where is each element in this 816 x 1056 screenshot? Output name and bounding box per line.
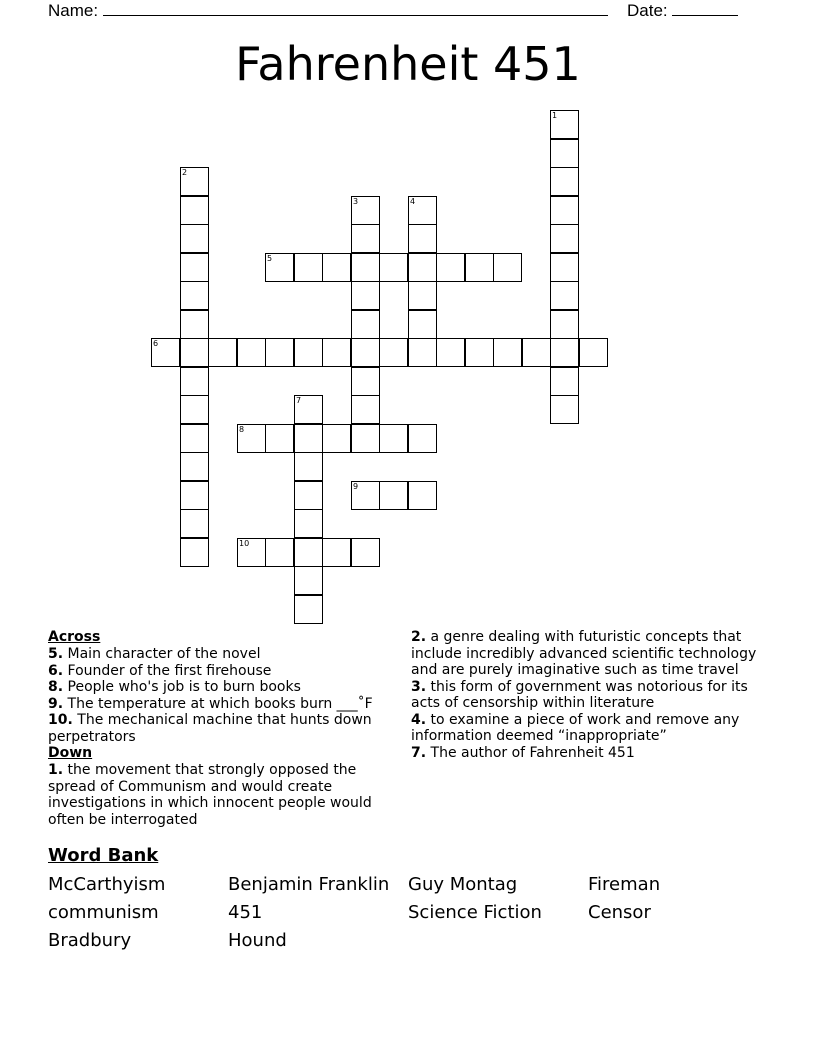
crossword-cell[interactable] <box>379 338 408 367</box>
crossword-cell[interactable] <box>550 367 579 396</box>
word-bank-item: Bradbury <box>48 930 132 951</box>
crossword-cell[interactable] <box>465 253 494 282</box>
clues-right <box>411 629 771 761</box>
clue-number: 10 <box>239 539 250 548</box>
crossword-cell[interactable] <box>408 253 437 282</box>
crossword-cell[interactable] <box>351 281 380 310</box>
crossword-cell[interactable] <box>294 538 323 567</box>
down-clue-7: 7. The author of Fahrenheit 451 <box>411 744 635 761</box>
crossword-cell[interactable] <box>294 566 323 595</box>
down-clue-3: 3. this form of government was notorious for its acts of censorship within literature <box>411 678 748 711</box>
crossword-cell[interactable] <box>493 253 522 282</box>
crossword-cell[interactable] <box>465 338 494 367</box>
crossword-cell[interactable] <box>408 338 437 367</box>
crossword-cell[interactable] <box>550 167 579 196</box>
crossword-cell[interactable] <box>322 538 351 567</box>
crossword-cell[interactable] <box>180 367 209 396</box>
clue-number: 9 <box>353 482 359 491</box>
crossword-cell[interactable] <box>180 196 209 225</box>
word-bank-title: Word Bank <box>48 845 159 866</box>
crossword-cell[interactable] <box>180 338 209 367</box>
crossword-cell[interactable] <box>550 139 579 168</box>
across-clue-9: 9. The temperature at which books burn ___˚F <box>48 695 373 712</box>
crossword-cell[interactable] <box>379 253 408 282</box>
crossword-cell[interactable] <box>180 538 209 567</box>
crossword-cell[interactable] <box>208 338 237 367</box>
crossword-cell[interactable] <box>579 338 608 367</box>
crossword-cell[interactable] <box>351 395 380 424</box>
crossword-cell[interactable] <box>180 253 209 282</box>
crossword-cell[interactable] <box>351 224 380 253</box>
name-label: Name: <box>48 1 99 20</box>
crossword-cell[interactable] <box>237 338 266 367</box>
down-clue-1: 1. the movement that strongly opposed the spread of Communism and would create investigations in which innocent people would often be interrogated <box>48 762 372 828</box>
crossword-cell[interactable] <box>550 224 579 253</box>
crossword-cell[interactable] <box>550 196 579 225</box>
crossword-cell[interactable] <box>436 253 465 282</box>
crossword-cell[interactable] <box>180 424 209 453</box>
crossword-cell[interactable] <box>322 424 351 453</box>
crossword-cell[interactable] <box>379 481 408 510</box>
word-bank-item: Guy Montag <box>408 874 518 895</box>
crossword-cell[interactable] <box>322 253 351 282</box>
word-bank-item: 451 <box>228 902 263 923</box>
clue-number: 6 <box>153 339 159 348</box>
word-bank-item: Science Fiction <box>408 902 542 923</box>
down-heading: Down <box>48 745 93 761</box>
crossword-cell[interactable] <box>265 424 294 453</box>
crossword-cell[interactable] <box>265 538 294 567</box>
crossword-cell[interactable] <box>322 338 351 367</box>
crossword-cell[interactable] <box>294 253 323 282</box>
crossword-cell[interactable] <box>493 338 522 367</box>
crossword-cell[interactable] <box>294 509 323 538</box>
crossword-cell[interactable] <box>265 338 294 367</box>
crossword-cell[interactable] <box>351 338 380 367</box>
crossword-cell[interactable] <box>436 338 465 367</box>
word-bank-item: Fireman <box>588 874 661 895</box>
word-bank-item: communism <box>48 902 159 923</box>
crossword-cell[interactable] <box>294 424 323 453</box>
crossword-cell[interactable] <box>408 310 437 339</box>
crossword-cell[interactable] <box>294 338 323 367</box>
crossword-cell[interactable] <box>180 281 209 310</box>
crossword-cell[interactable] <box>351 538 380 567</box>
clue-number: 4 <box>410 197 416 206</box>
down-clue-2: 2. a genre dealing with futuristic concepts that include incredibly advanced scientific technology and are purely imaginative such as time travel <box>411 629 757 678</box>
across-clue-6: 6. Founder of the first firehouse <box>48 662 272 679</box>
page-title: Fahrenheit 451 <box>235 37 581 91</box>
crossword-cell[interactable] <box>180 452 209 481</box>
crossword-cell[interactable] <box>408 481 437 510</box>
crossword-cell[interactable] <box>180 310 209 339</box>
crossword-cell[interactable] <box>550 395 579 424</box>
crossword-cell[interactable] <box>294 481 323 510</box>
crossword-cell[interactable] <box>180 509 209 538</box>
across-clue-5: 5. Main character of the novel <box>48 646 261 662</box>
crossword-cell[interactable] <box>180 395 209 424</box>
clue-number: 2 <box>182 168 188 177</box>
crossword-cell[interactable] <box>294 452 323 481</box>
clues-left <box>48 629 393 828</box>
word-bank-item: Hound <box>228 930 287 951</box>
crossword-cell[interactable] <box>550 310 579 339</box>
crossword-cell[interactable] <box>180 224 209 253</box>
down-clue-4: 4. to examine a piece of work and remove any information deemed “inappropriate” <box>411 711 740 744</box>
clue-number: 1 <box>552 111 558 120</box>
crossword-cell[interactable] <box>379 424 408 453</box>
crossword-cell[interactable] <box>408 224 437 253</box>
date-label: Date: <box>627 1 668 20</box>
crossword-cell[interactable] <box>550 253 579 282</box>
crossword-cell[interactable] <box>294 595 323 624</box>
word-bank-item: Benjamin Franklin <box>228 874 390 895</box>
crossword-cell[interactable] <box>408 424 437 453</box>
across-heading: Across <box>48 629 101 645</box>
crossword-cell[interactable] <box>408 281 437 310</box>
clue-number: 3 <box>353 197 359 206</box>
crossword-cell[interactable] <box>351 367 380 396</box>
across-clue-8: 8. People who's job is to burn books <box>48 679 301 695</box>
across-clue-10: 10. The mechanical machine that hunts down perpetrators <box>48 712 372 745</box>
word-bank-item: McCarthyism <box>48 874 166 895</box>
crossword-cell[interactable] <box>550 281 579 310</box>
word-bank-item: Censor <box>588 902 651 923</box>
crossword-cell[interactable] <box>351 310 380 339</box>
crossword-cell[interactable] <box>351 424 380 453</box>
crossword-cell[interactable] <box>180 481 209 510</box>
crossword-cell[interactable] <box>522 338 551 367</box>
clue-number: 5 <box>267 254 273 263</box>
crossword-cell[interactable] <box>550 338 579 367</box>
clue-number: 7 <box>296 396 302 405</box>
clue-number: 8 <box>239 425 245 434</box>
crossword-cell[interactable] <box>351 253 380 282</box>
